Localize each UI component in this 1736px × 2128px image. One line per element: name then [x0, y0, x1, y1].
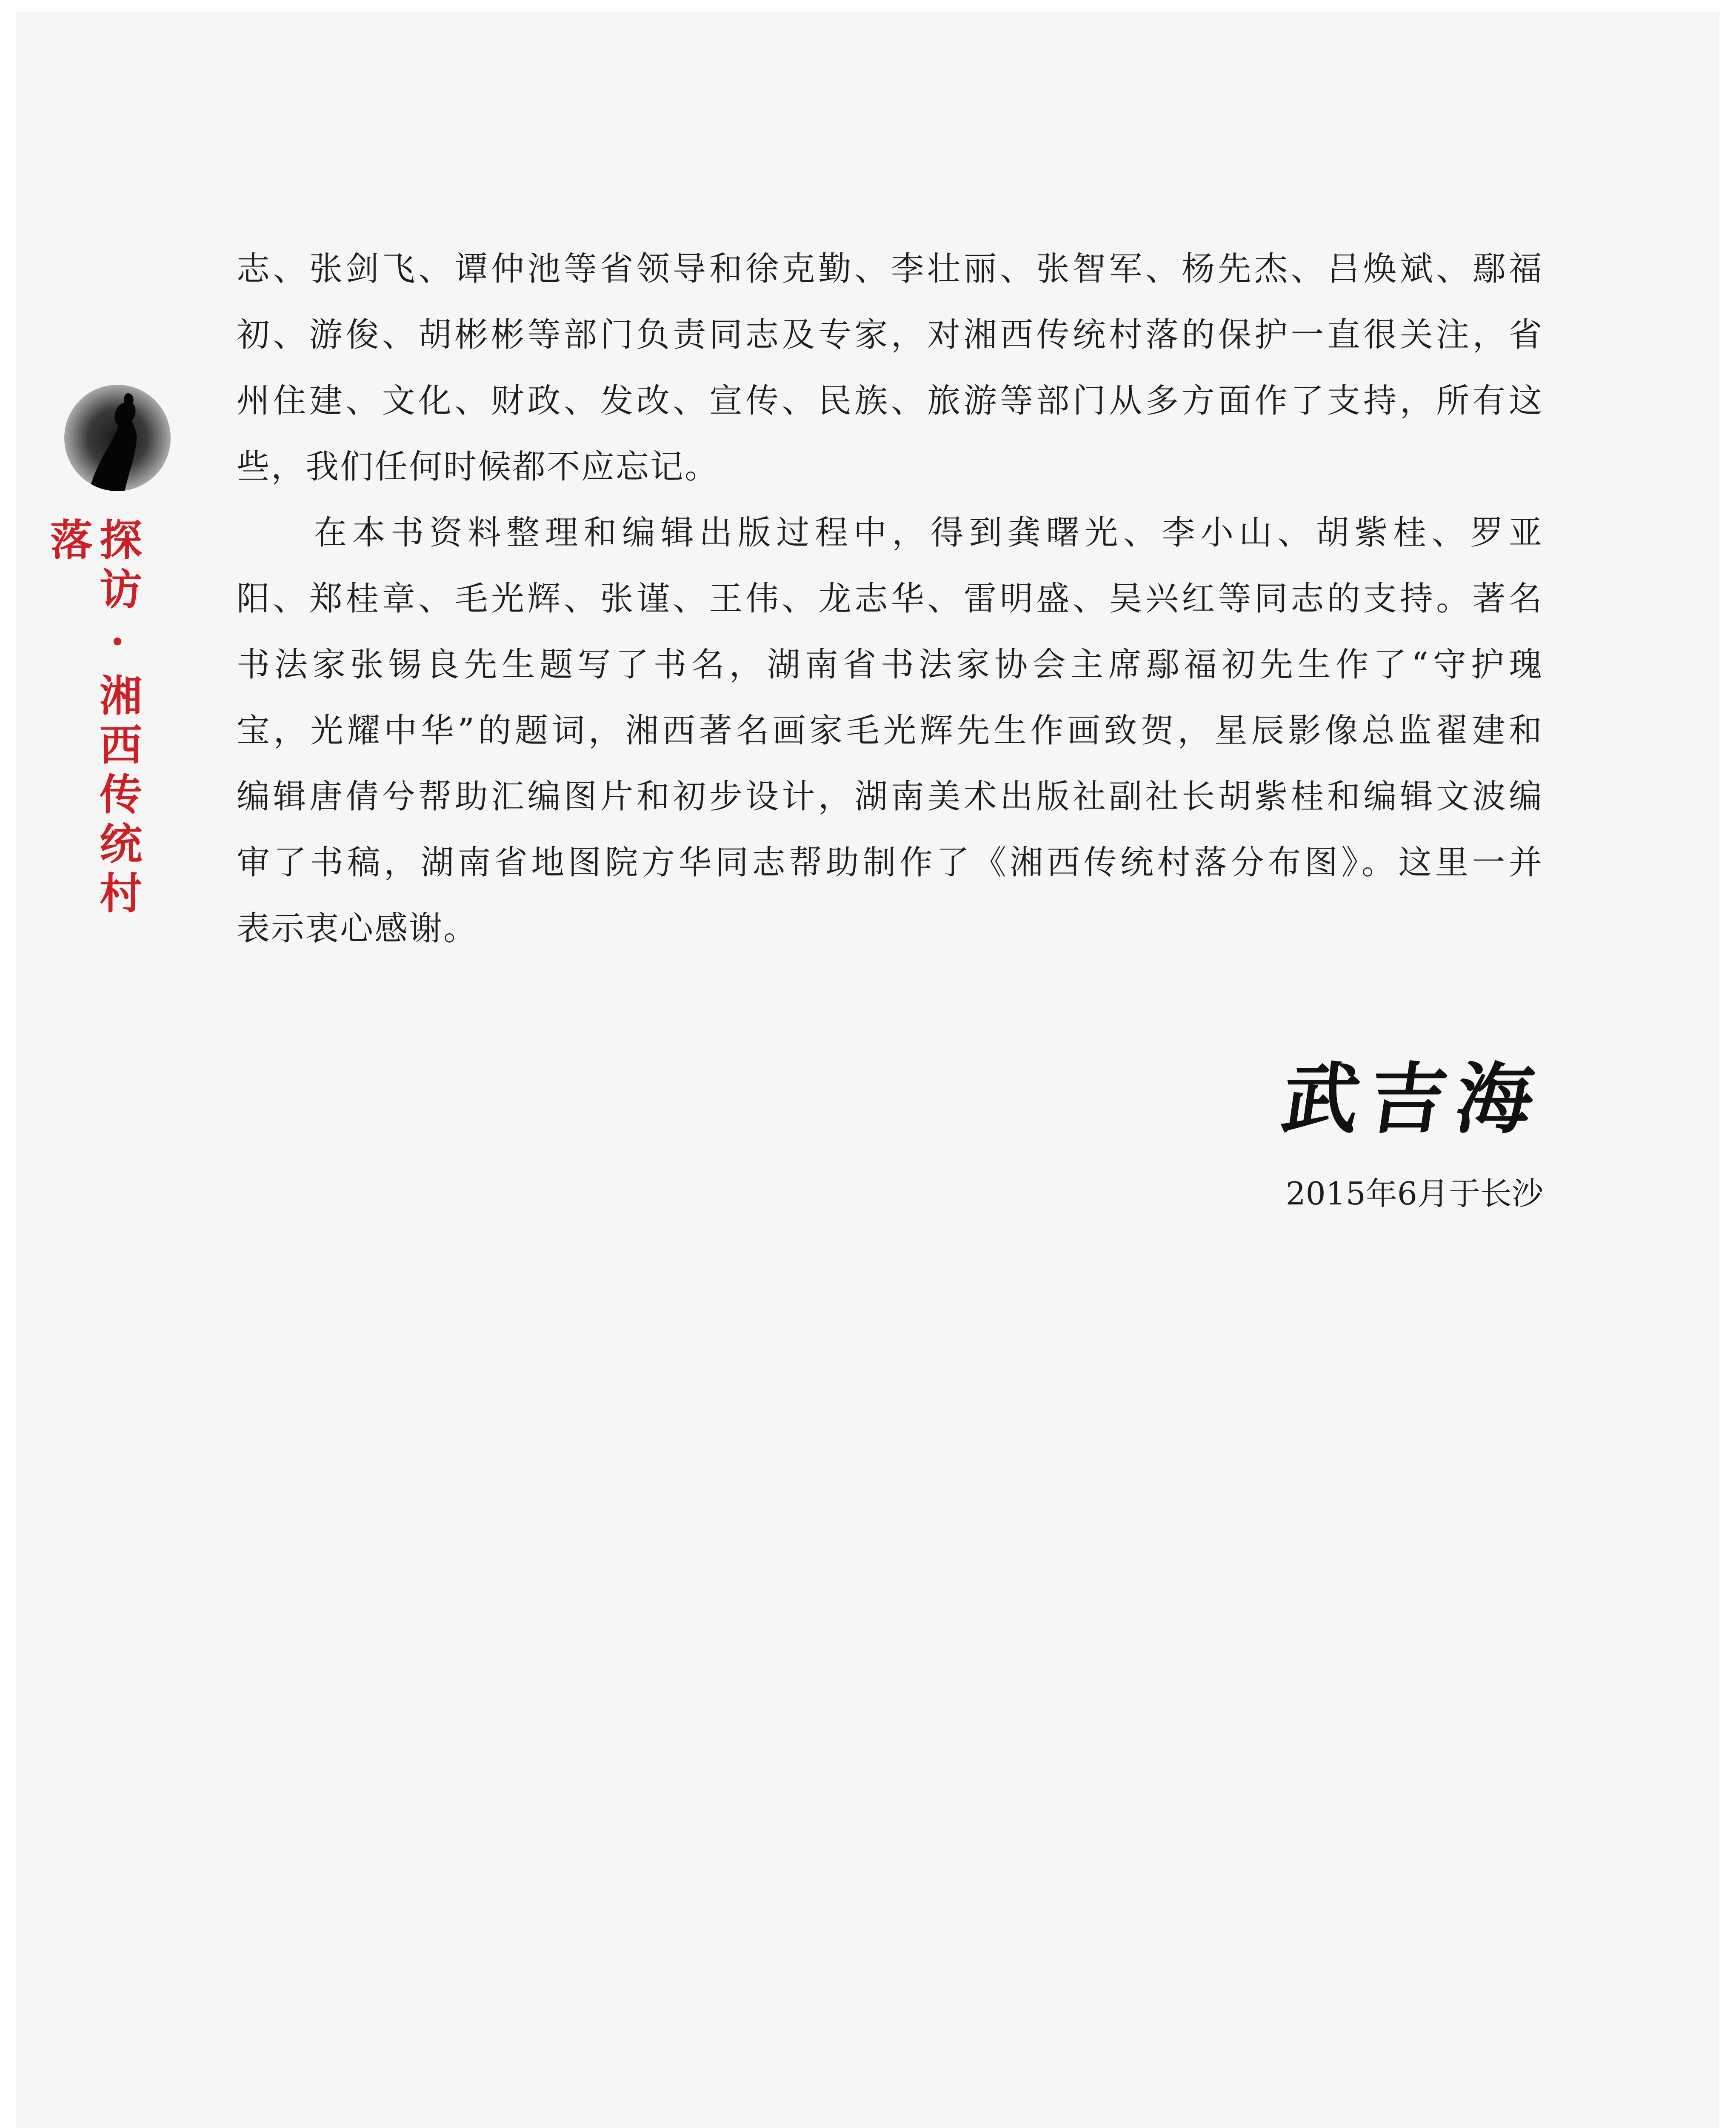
text-line: 编辑唐倩兮帮助汇编图片和初步设计，湖南美术出版社副社长胡紫桂和编辑文波编: [237, 778, 1543, 816]
text-line: 些，我们任何时候都不应忘记。: [237, 448, 720, 486]
portrait-silhouette-icon: [64, 385, 171, 491]
side-title-calligraphy: 探访·湘西传统村落: [43, 518, 143, 920]
author-signature: 武吉海: [1276, 1054, 1550, 1144]
book-page: [16, 12, 1719, 2128]
dateline: 2015年6月于长沙: [1285, 1176, 1543, 1212]
text-line: 初、游俊、胡彬彬等部门负责同志及专家，对湘西传统村落的保护一直很关注，省: [237, 316, 1543, 354]
text-line: 宝，光耀中华”的题词，湘西著名画家毛光辉先生作画致贺，星辰影像总监翟建和: [237, 712, 1543, 750]
text-line: 书法家张锡良先生题写了书名，湖南省书法家协会主席鄢福初先生作了“守护瑰: [237, 646, 1543, 684]
paragraph: [237, 236, 1543, 500]
paragraph: [237, 500, 1543, 962]
body-text: [237, 236, 1543, 962]
text-line: 志、张剑飞、谭仲池等省领导和徐克勤、李壮丽、张智军、杨先杰、吕焕斌、鄢福: [237, 250, 1543, 288]
text-line: 在本书资料整理和编辑出版过程中，得到龚曙光、李小山、胡紫桂、罗亚: [314, 514, 1543, 552]
text-line: 阳、郑桂章、毛光辉、张谨、王伟、龙志华、雷明盛、吴兴红等同志的支持。著名: [237, 580, 1543, 618]
text-line: 州住建、文化、财政、发改、宣传、民族、旅游等部门从多方面作了支持，所有这: [237, 382, 1543, 420]
text-line: 表示衷心感谢。: [237, 910, 478, 948]
text-line: 审了书稿，湖南省地图院方华同志帮助制作了《湘西传统村落分布图》。这里一并: [237, 844, 1543, 882]
